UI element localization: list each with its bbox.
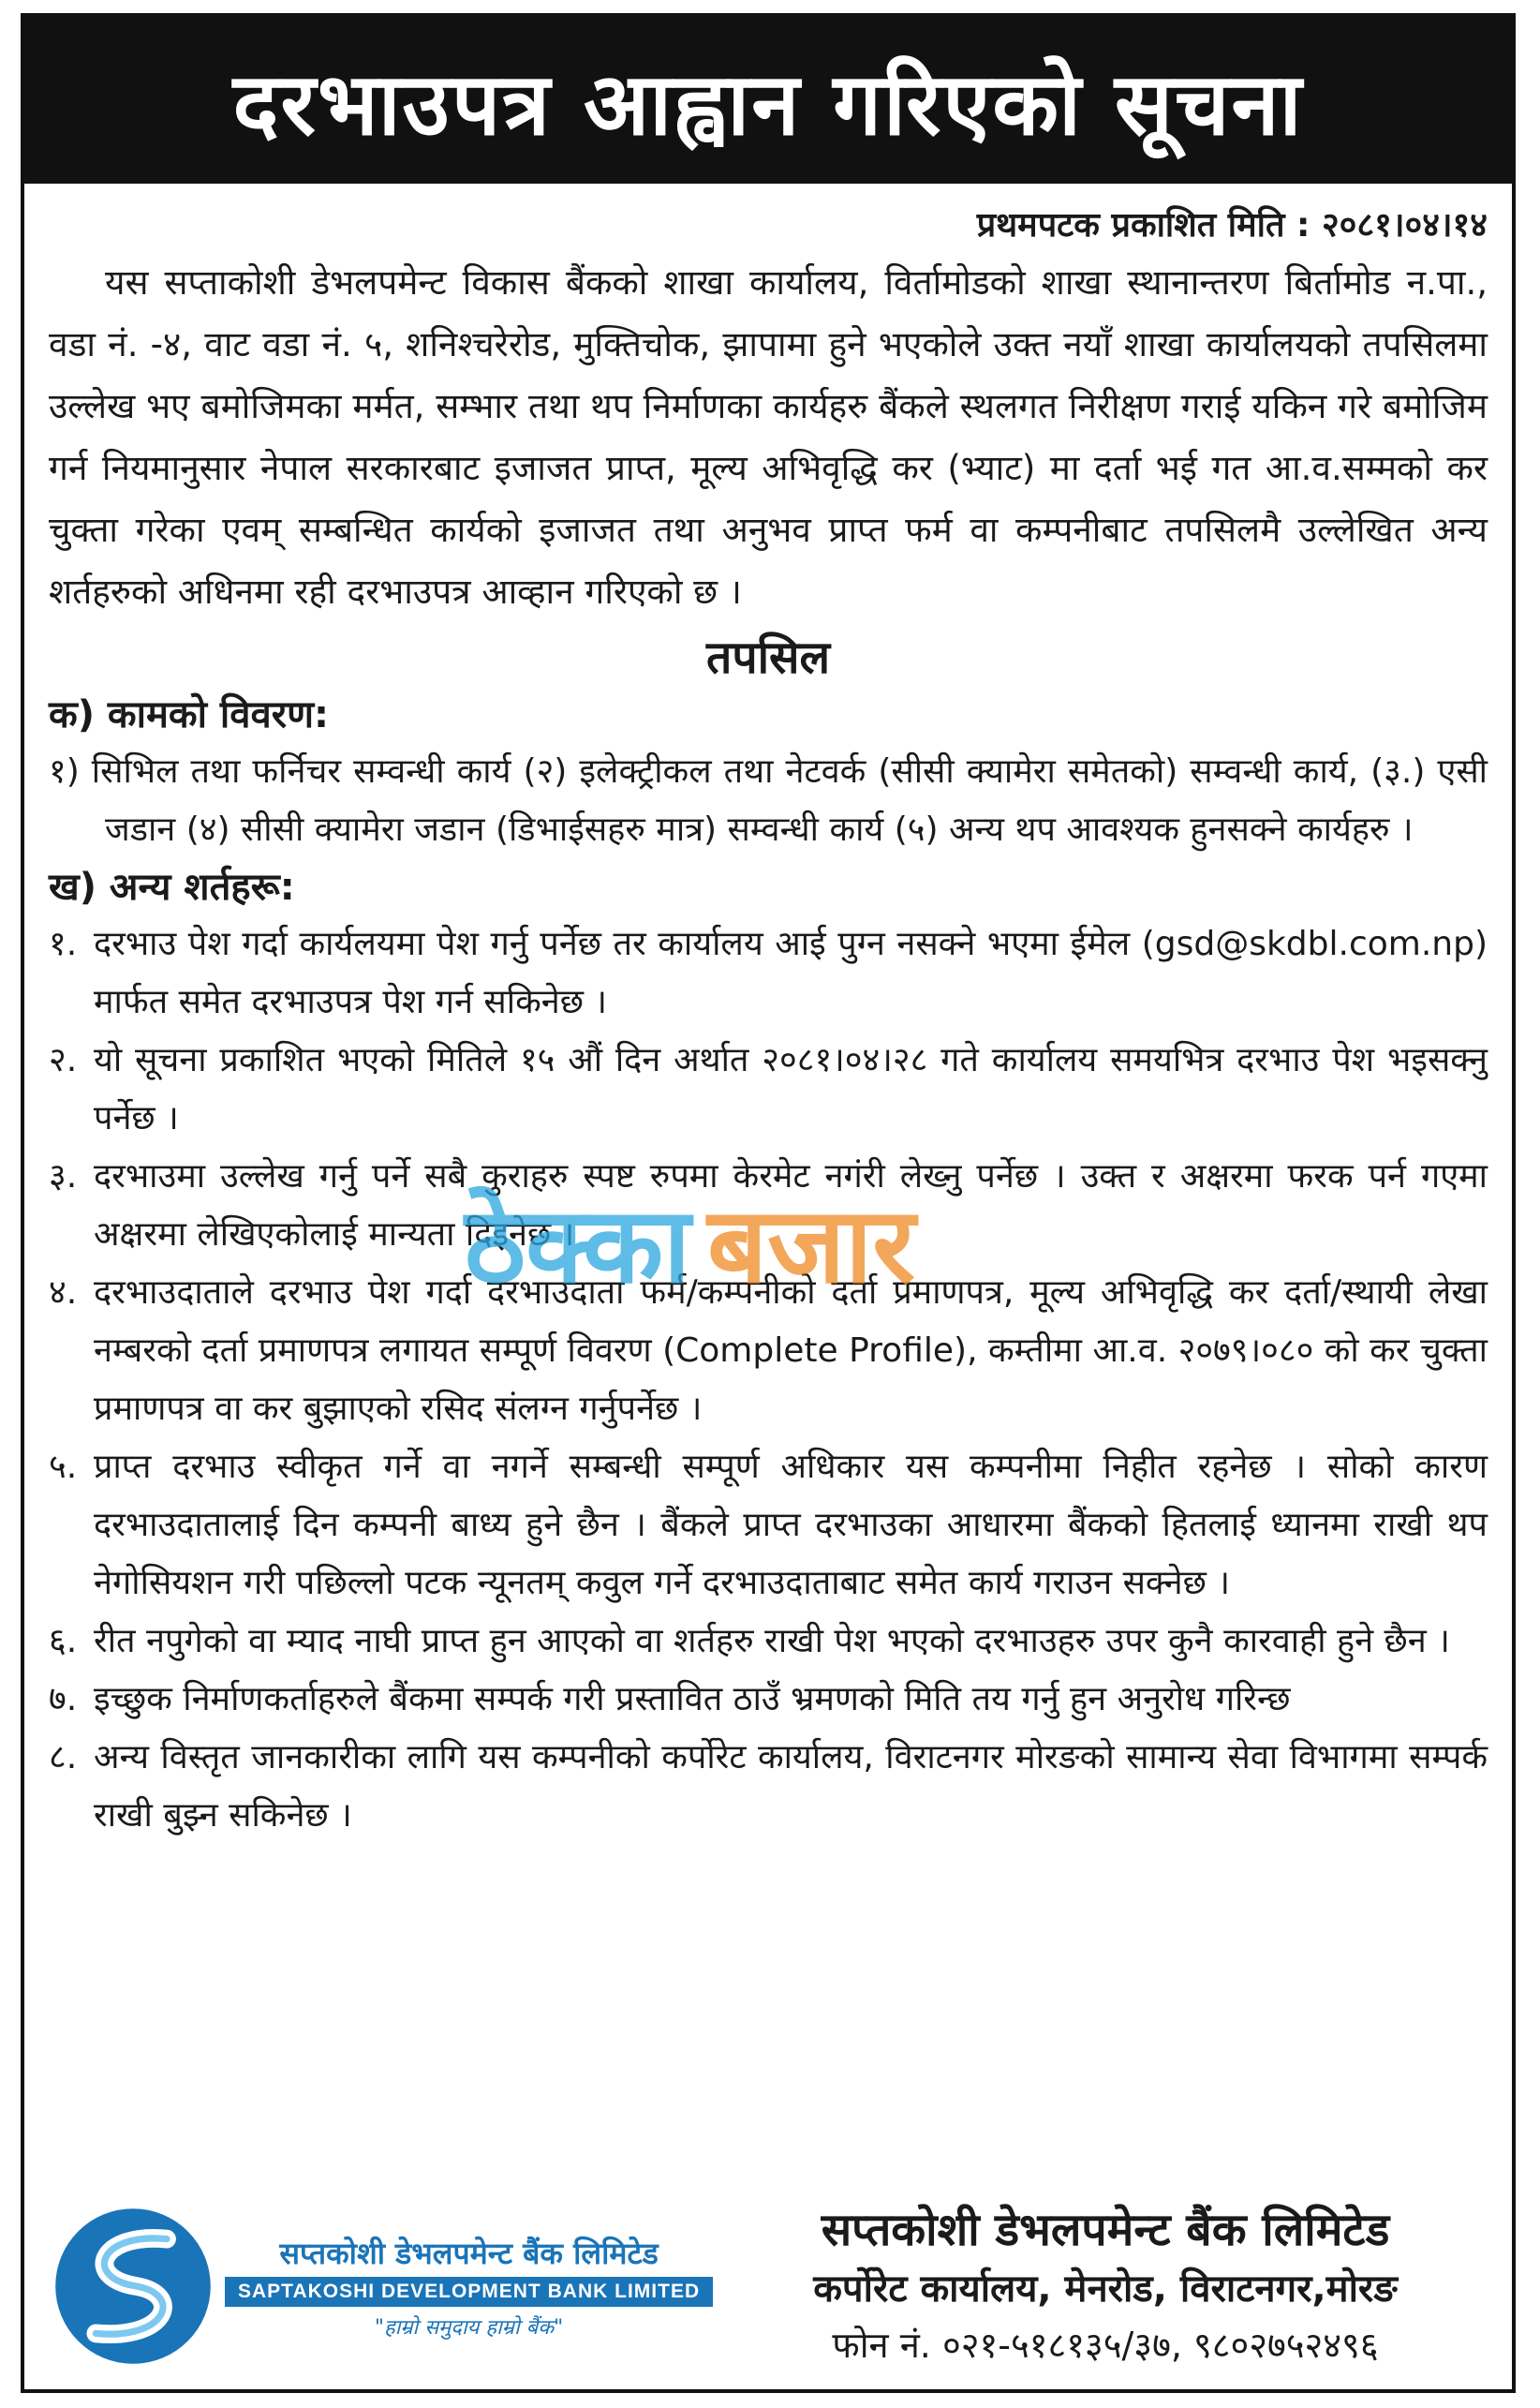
logo-name-nepali: सप्तकोशी डेभलपमेन्ट बैंक लिमिटेड	[279, 2235, 659, 2271]
condition-text: दरभाउमा उल्लेख गर्नु पर्ने सबै कुराहरु स्पष्ट रुपमा केरमेट नगंरी लेख्नु पर्नेछ । उक्त र अक्षरमा फरक पर्न गएमा अक्षरमा लेखिएकोलाई मान्यता दिइनेछ ।	[94, 1157, 1488, 1254]
condition-item	[49, 1671, 1488, 1729]
tapsil-heading: तपसिल	[705, 632, 831, 684]
notice-body	[24, 252, 1512, 1845]
condition-text: यो सूचना प्रकाशित भएको मितिले १५ औं दिन अर्थात २०८१।०४।२८ गते कार्यालय समयभित्र दरभाउ पेश भइसक्नु पर्नेछ ।	[94, 1041, 1488, 1137]
logo-slogan: "हाम्रो समुदाय हाम्रो बैंक"	[374, 2315, 564, 2340]
condition-text: इच्छुक निर्माणकर्ताहरुले बैंकमा सम्पर्क गरी प्रस्तावित ठाउँ भ्रमणको मिति तय गर्नु हुन अनुरोध गरिन्छ	[94, 1680, 1291, 1718]
work-heading: क) कामको विवरण:	[49, 693, 330, 736]
bank-logo-icon	[49, 2202, 217, 2371]
condition-number: ८.	[49, 1738, 78, 1776]
condition-item	[49, 1264, 1488, 1438]
condition-item	[49, 1148, 1488, 1264]
condition-item	[49, 915, 1488, 1032]
condition-number: ६.	[49, 1622, 78, 1660]
condition-number: ७.	[49, 1680, 78, 1718]
footer-phone: फोन नं. ०२१-५१८१३५/३७, ९८०२७५२४९६	[832, 2325, 1379, 2366]
condition-item	[49, 1613, 1488, 1671]
condition-number: २.	[49, 1041, 78, 1079]
condition-item	[49, 1729, 1488, 1845]
work-description: १) सिभिल तथा फर्निचर सम्वन्धी कार्य (२) इलेक्ट्रीकल तथा नेटवर्क (सीसी क्यामेरा समेतको) सम्वन्धी कार्य, (३.) एसी जडान (४) सीसी क्यामेरा जडान (डिभाईसहरु मात्र) सम्वन्धी कार्य (५) अन्य थप आवश्यक हुनसक्ने कार्यहरु ।	[49, 752, 1488, 849]
condition-number: ५.	[49, 1448, 78, 1486]
conditions-list	[49, 915, 1488, 1845]
condition-text: दरभाउदाताले दरभाउ पेश गर्दा दरभाउदाता फर्म/कम्पनीको दर्ता प्रमाणपत्र, मूल्य अभिवृद्धि कर दर्ता/स्थायी लेखा नम्बरको दर्ता प्रमाणपत्र लगायत सम्पूर्ण विवरण (Complete Profile), कम्तीमा आ.व. २०७९।०८० को कर चुक्ता प्रमाणपत्र वा कर बुझाएको रसिद संलग्न गर्नुपर्नेछ ।	[94, 1273, 1488, 1428]
conditions-heading: ख) अन्य शर्तहरू:	[49, 866, 295, 909]
logo-name-english: SAPTAKOSHI DEVELOPMENT BANK LIMITED	[225, 2277, 713, 2307]
condition-number: १.	[49, 925, 78, 963]
watermark-part-1: ठेक्का	[465, 1185, 691, 1307]
notice-title: दरभाउपत्र आह्वान गरिएको सूचना	[24, 17, 1512, 184]
footer	[24, 2183, 1512, 2389]
footer-office: कर्पोरेट कार्यालय, मेनरोड, विराटनगर,मोरङ	[813, 2267, 1398, 2311]
footer-bank-name: सप्तकोशी डेभलपमेन्ट बैंक लिमिटेड	[821, 2204, 1390, 2256]
watermark-part-2: बजार	[707, 1185, 916, 1307]
intro-paragraph: यस सप्ताकोशी डेभलपमेन्ट विकास बैंकको शाखा कार्यालय, विर्तामोडको शाखा स्थानान्तरण बिर्तामोड न.पा., वडा नं. -४, वाट वडा नं. ५, शनिश्चरेरोड, मुक्तिचोक, झापामा हुने भएकोले उक्त नयाँ शाखा कार्यालयको तपसिलमा उल्लेख भए बमोजिमका मर्मत, सम्भार तथा थप निर्माणका कार्यहरु बैंकले स्थलगत निरीक्षण गराई यकिन गरे बमोजिम गर्न नियमानुसार नेपाल सरकारबाट इजाजत प्राप्त, मूल्य अभिवृद्धि कर (भ्याट) मा दर्ता भई गत आ.व.सम्मको कर चुक्ता गरेका एवम् सम्बन्धित कार्यको इजाजत तथा अनुभव प्राप्त फर्म वा कम्पनीबाट तपसिलमै उल्लेखित अन्य शर्तहरुको अधिनमा रही दरभाउपत्र आव्हान गरिएको छ ।	[49, 262, 1488, 612]
bank-logo	[49, 2202, 723, 2371]
condition-text: रीत नपुगेको वा म्याद नाघी प्राप्त हुन आएको वा शर्तहरु राखी पेश भएको दरभाउहरु उपर कुनै कारवाही हुने छैन ।	[94, 1622, 1450, 1660]
condition-text: दरभाउ पेश गर्दा कार्यलयमा पेश गर्नु पर्नेछ तर कार्यालय आई पुग्न नसक्ने भएमा ईमेल (gsd@skdbl.com.np) मार्फत समेत दरभाउपत्र पेश गर्न सकिनेछ ।	[94, 925, 1488, 1021]
bank-address	[723, 2199, 1488, 2373]
condition-number: ३.	[49, 1157, 78, 1196]
condition-text: अन्य विस्तृत जानकारीका लागि यस कम्पनीको कर्पोरेट कार्यालय, विराटनगर मोरङको सामान्य सेवा विभागमा सम्पर्क राखी बुझ्न सकिनेछ ।	[94, 1738, 1488, 1835]
condition-item	[49, 1032, 1488, 1148]
condition-number: ४.	[49, 1273, 78, 1312]
condition-item	[49, 1438, 1488, 1613]
published-date: प्रथमपटक प्रकाशित मिति : २०८१।०४।१४	[976, 206, 1488, 245]
notice-frame	[21, 13, 1516, 2393]
condition-text: प्राप्त दरभाउ स्वीकृत गर्ने वा नगर्ने सम्बन्धी सम्पूर्ण अधिकार यस कम्पनीमा निहीत रहनेछ । सोको कारण दरभाउदातालाई दिन कम्पनी बाध्य हुने छैन । बैंकले प्राप्त दरभाउका आधारमा बैंकको हितलाई ध्यानमा राखी थप नेगोसियशन गरी पछिल्लो पटक न्यूनतम् कवुल गर्ने दरभाउदाताबाट समेत कार्य गराउन सक्नेछ ।	[94, 1448, 1488, 1602]
